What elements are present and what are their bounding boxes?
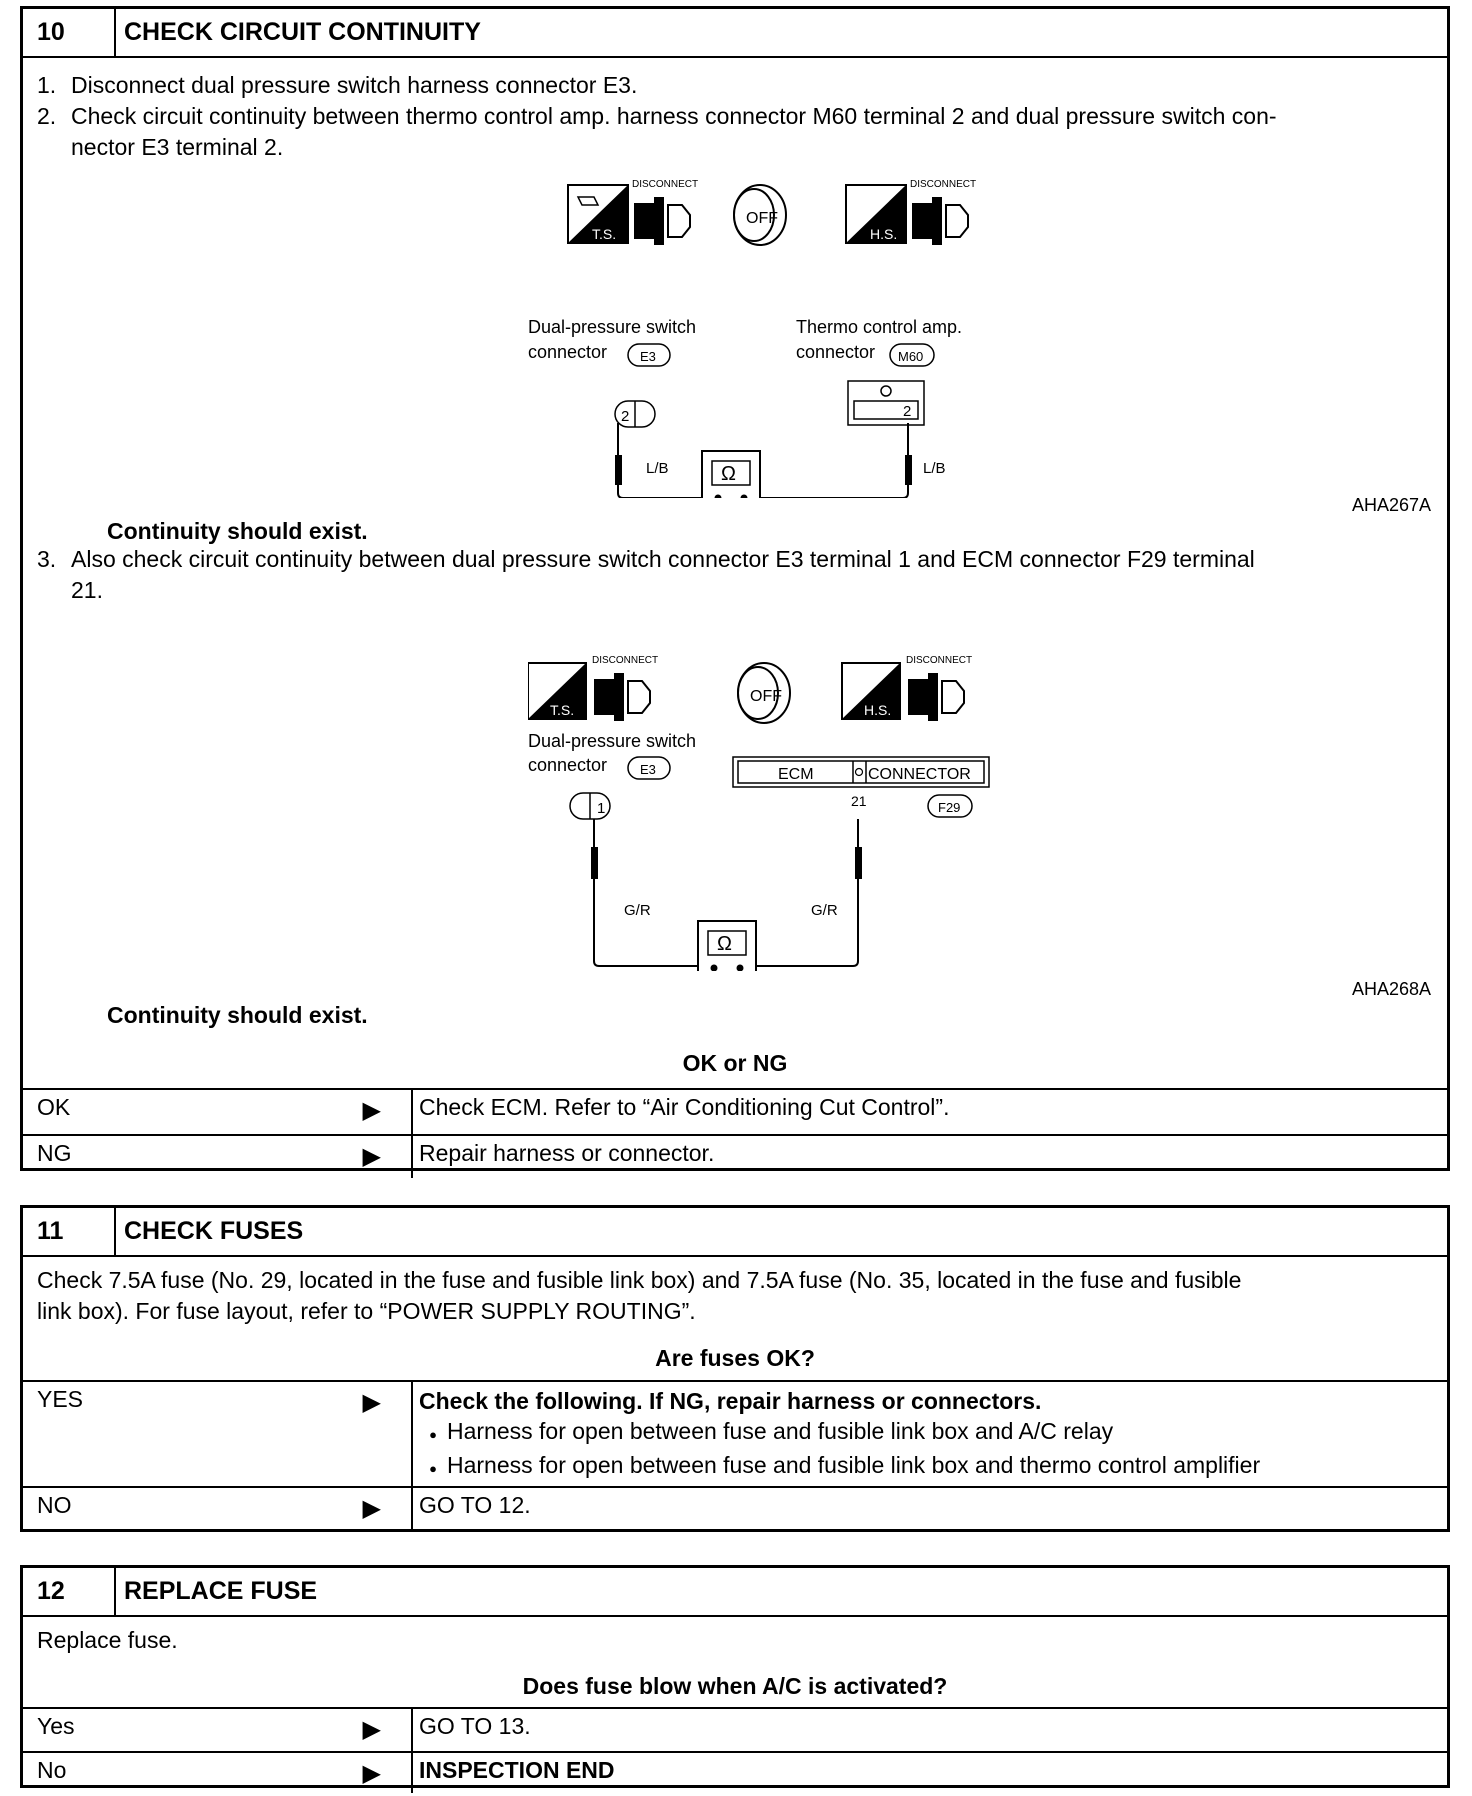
arrow-right-icon: ▶ — [362, 1389, 381, 1416]
result-row-ng — [23, 1134, 1447, 1178]
expected-result: Continuity should exist. — [107, 518, 368, 544]
hs-icon — [842, 663, 900, 719]
svg-text:Dual-pressure switch: Dual-pressure switch — [528, 317, 697, 337]
svg-text:G/R: G/R — [624, 902, 651, 919]
bullet-icon: ● — [429, 1461, 437, 1476]
svg-text:T.S.: T.S. — [550, 702, 575, 718]
step-10-block — [20, 6, 1450, 1171]
result-row-no — [23, 1751, 1447, 1793]
step-title: CHECK FUSES — [124, 1217, 304, 1245]
instruction-item: 1. Disconnect dual pressure switch harness connector E3. — [37, 72, 638, 98]
bullet-icon: ● — [429, 1427, 437, 1442]
svg-text:2: 2 — [903, 403, 912, 420]
row-result: INSPECTION END — [419, 1757, 615, 1783]
e3-connector-terminal — [570, 793, 610, 819]
svg-text:Ω: Ω — [717, 933, 732, 955]
ohmmeter-icon — [698, 921, 756, 971]
e3-connector-terminal — [615, 401, 655, 427]
row-label: No — [37, 1757, 67, 1783]
svg-text:DISCONNECT: DISCONNECT — [906, 655, 973, 666]
svg-text:OFF: OFF — [750, 688, 782, 705]
ignition-off-icon — [734, 185, 786, 245]
result-row-no — [23, 1486, 1447, 1530]
ts-icon — [528, 663, 586, 719]
step-text: Replace fuse. — [37, 1627, 178, 1653]
step-title: REPLACE FUSE — [124, 1577, 318, 1605]
svg-text:ECM: ECM — [778, 766, 814, 783]
list-item: ● Harness for open between fuse and fusible link box and thermo control amplifier — [419, 1450, 1447, 1484]
row-label: Yes — [37, 1713, 75, 1739]
disconnect-icon — [910, 179, 976, 245]
disconnect-icon — [592, 655, 658, 721]
step-number: 10 — [23, 9, 116, 56]
svg-text:M60: M60 — [898, 349, 924, 364]
svg-text:L/B: L/B — [923, 460, 946, 477]
svg-text:connector: connector — [528, 755, 608, 775]
figure-code: AHA268A — [1351, 979, 1431, 999]
svg-text:21: 21 — [851, 793, 867, 809]
row-label: OK — [37, 1094, 71, 1120]
step-header — [23, 9, 1447, 58]
ohmmeter-icon — [702, 451, 760, 498]
row-result: Check ECM. Refer to “Air Conditioning Cut Control”. — [419, 1094, 950, 1120]
step-11-block — [20, 1205, 1450, 1532]
svg-text:H.S.: H.S. — [870, 226, 898, 242]
check-question: Are fuses OK? — [655, 1345, 815, 1371]
arrow-right-icon: ▶ — [362, 1495, 381, 1522]
row-label: NG — [37, 1140, 72, 1166]
step-body — [23, 1617, 1447, 1707]
check-question: Does fuse blow when A/C is activated? — [522, 1673, 948, 1699]
svg-text:DISCONNECT: DISCONNECT — [592, 655, 659, 666]
ignition-off-icon — [738, 663, 790, 723]
instruction-item: 3. Also check circuit continuity between dual pressure switch connector E3 terminal 1 and ECM connector F29 terminal 21. — [37, 546, 1255, 603]
step-title: CHECK CIRCUIT CONTINUITY — [124, 18, 481, 46]
step-text: Check 7.5A fuse (No. 29, located in the fuse and fusible link box) and 7.5A fuse (No. 35, located in the fuse and fusible link box). For fuse layout, refer to “POWER SUPPLY ROUTING”. — [37, 1267, 1242, 1324]
step-number: 11 — [23, 1208, 116, 1255]
step-body — [23, 1257, 1447, 1380]
svg-text:F29: F29 — [938, 800, 961, 815]
ecm-connector — [733, 757, 989, 787]
arrow-right-icon: ▶ — [362, 1143, 381, 1170]
svg-text:DISCONNECT: DISCONNECT — [910, 179, 977, 190]
ts-label: T.S. — [592, 226, 617, 242]
disconnect-icon — [632, 179, 698, 245]
row-result: Repair harness or connector. — [419, 1140, 715, 1166]
result-row-yes — [23, 1380, 1447, 1486]
svg-text:DISCONNECT: DISCONNECT — [632, 179, 699, 190]
result-row-ok — [23, 1088, 1447, 1134]
svg-text:Ω: Ω — [721, 463, 736, 485]
step-body — [23, 58, 1447, 1088]
svg-text:Thermo control amp.: Thermo control amp. — [796, 317, 963, 337]
continuity-diagram-1 — [528, 173, 1008, 498]
hs-icon — [846, 185, 906, 243]
row-label: NO — [37, 1492, 72, 1518]
svg-text:OFF: OFF — [746, 210, 778, 227]
arrow-right-icon: ▶ — [362, 1716, 381, 1743]
check-question: OK or NG — [682, 1050, 788, 1076]
continuity-diagram-2 — [528, 651, 1008, 971]
step-header — [23, 1208, 1447, 1257]
svg-text:connector: connector — [796, 342, 876, 362]
svg-text:G/R: G/R — [811, 902, 838, 919]
figure-code: AHA267A — [1351, 495, 1431, 515]
row-result: GO TO 12. — [419, 1492, 531, 1518]
m60-connector-terminal — [848, 381, 924, 425]
row-result: GO TO 13. — [419, 1713, 531, 1739]
step-number: 12 — [23, 1568, 116, 1615]
svg-text:CONNECTOR: CONNECTOR — [868, 766, 971, 783]
svg-text:H.S.: H.S. — [864, 702, 892, 718]
disconnect-icon — [906, 655, 972, 721]
instruction-item: 2. Check circuit continuity between thermo control amp. harness connector M60 terminal 2 and dual pressure switch con- nector E3 terminal 2. — [37, 103, 1277, 160]
svg-text:E3: E3 — [640, 349, 656, 364]
row-label: YES — [37, 1386, 84, 1412]
svg-text:connector: connector — [528, 342, 608, 362]
arrow-right-icon: ▶ — [362, 1760, 381, 1787]
expected-result: Continuity should exist. — [107, 1002, 368, 1028]
svg-text:E3: E3 — [640, 762, 656, 777]
row-result: Check the following. If NG, repair harness or connectors. ● Harness for open between fuse and fusible link box and A/C relay ● Harness for open between fuse and fusible link box and thermo control amplifier — [413, 1382, 1447, 1486]
svg-text:Dual-pressure switch: Dual-pressure switch — [528, 731, 697, 751]
ts-icon — [568, 185, 628, 243]
svg-text:1: 1 — [597, 800, 606, 817]
svg-text:2: 2 — [621, 408, 630, 425]
list-item: ● Harness for open between fuse and fusible link box and A/C relay — [419, 1416, 1447, 1450]
svg-text:L/B: L/B — [646, 460, 669, 477]
arrow-right-icon: ▶ — [362, 1097, 381, 1124]
step-header — [23, 1568, 1447, 1617]
result-row-yes — [23, 1707, 1447, 1751]
step-12-block — [20, 1565, 1450, 1788]
